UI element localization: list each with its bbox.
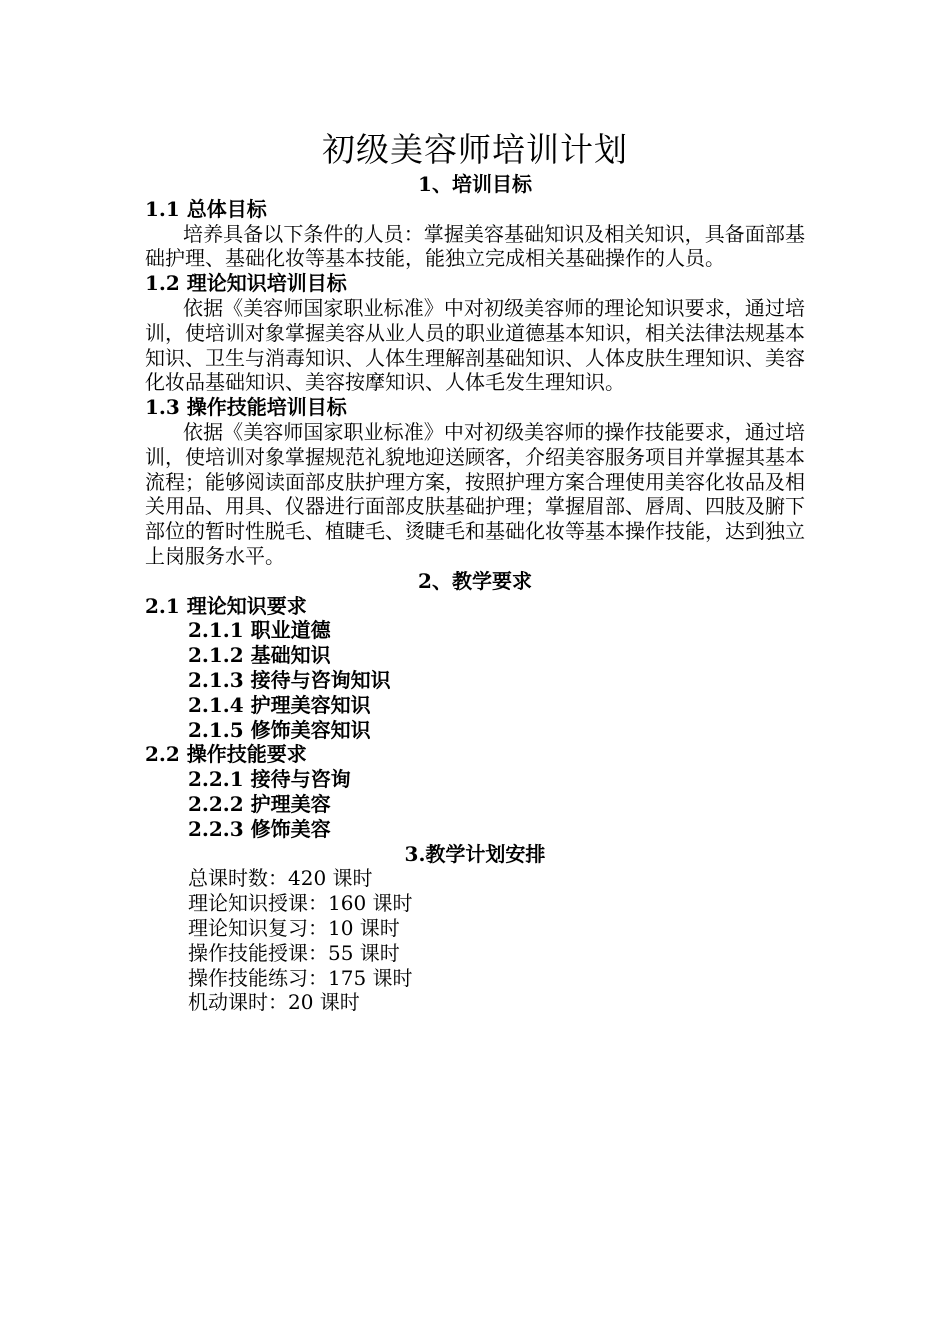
list-item: 2.1.3 接待与咨询知识 [188,667,391,692]
section-2-heading: 2、教学要求 [418,568,532,593]
section-1-3-heading: 1.3 操作技能培训目标 [145,395,347,420]
section-3-heading: 3.教学计划安排 [404,841,546,866]
document-title: 初级美容师培训计划 [322,130,628,169]
section-1-1-text: 培养具备以下条件的人员：掌握美容基础知识及相关知识，具备面部基础护理、基础化妆等基本技能，能独立完成相关基础操作的人员。 [145,221,805,271]
hours-item: 操作技能练习：175 课时 [188,965,413,990]
list-item: 2.1.1 职业道德 [188,618,331,643]
list-item: 2.2.2 护理美容 [188,791,331,816]
hours-item: 机动课时：20 课时 [188,990,360,1015]
section-1-3-text: 依据《美容师国家职业标准》中对初级美容师的操作技能要求，通过培训，使培训对象掌握规范礼貌地迎送顾客，介绍美容服务项目并掌握其基本流程；能够阅读面部皮肤护理方案，按照护理方案合理使用美容化妆品及相关用品、用具、仪器进行面部皮肤基础护理；掌握眉部、唇周、四肢及腑下部位的暂时性脱毛、植睫毛、烫睫毛和基础化妆等基本操作技能，达到独立上岗服务水平。 [145,419,805,568]
list-item: 2.1.4 护理美容知识 [188,692,371,717]
section-1-2-heading: 1.2 理论知识培训目标 [145,271,347,296]
list-item: 2.1.2 基础知识 [188,643,331,668]
list-item: 2.2.3 修饰美容 [188,816,331,841]
section-1-2-text: 依据《美容师国家职业标准》中对初级美容师的理论知识要求，通过培训，使培训对象掌握美容从业人员的职业道德基本知识，相关法律法规基本知识、卫生与消毒知识、人体生理解剖基础知识、人体皮肤生理知识、美容化妆品基础知识、美容按摩知识、人体毛发生理知识。 [145,295,805,395]
hours-item: 理论知识复习：10 课时 [188,915,400,940]
section-1-heading: 1、培训目标 [418,172,532,196]
list-item: 2.1.5 修饰美容知识 [188,717,371,742]
section-1-1-heading: 1.1 总体目标 [145,196,267,221]
section-2-2-heading: 2.2 操作技能要求 [145,742,307,767]
hours-item: 操作技能授课：55 课时 [188,940,400,965]
list-item: 2.2.1 接待与咨询 [188,767,351,792]
hours-item: 总课时数：420 课时 [188,866,373,891]
document-page [145,128,805,1015]
hours-item: 理论知识授课：160 课时 [188,891,413,916]
section-2-1-heading: 2.1 理论知识要求 [145,593,307,618]
